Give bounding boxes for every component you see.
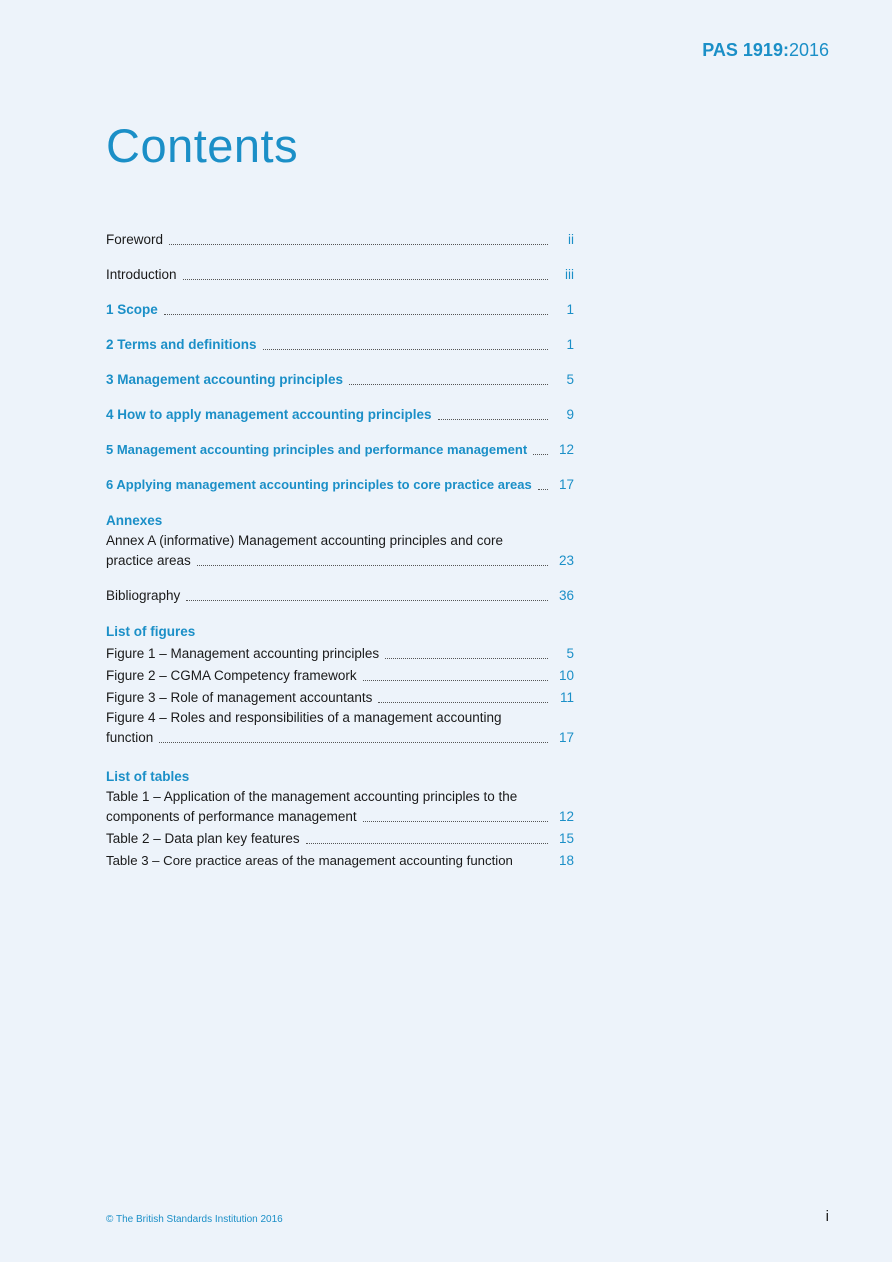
toc-entry-page: 23 (558, 553, 574, 568)
toc-entry-clause-6[interactable] (106, 474, 574, 496)
toc-entry-figure-1[interactable] (106, 643, 574, 665)
toc-entry-page: 36 (558, 588, 574, 603)
toc-entry-page: 17 (558, 730, 574, 745)
dot-leader (169, 244, 548, 245)
toc-entry-label: Bibliography (106, 588, 181, 603)
toc-entry-page: 5 (566, 372, 574, 387)
toc-entry-bibliography[interactable] (106, 585, 574, 607)
toc-entry-label-line2: function (106, 730, 154, 745)
dot-leader (263, 349, 548, 350)
toc-entry-page: 15 (558, 831, 574, 846)
toc-entry-label: 6 Applying management accounting principles to core practice areas (106, 477, 532, 492)
toc-entry-clause-5[interactable] (106, 439, 574, 461)
toc-entry-figure-3[interactable] (106, 687, 574, 709)
toc-entry-page: 11 (559, 690, 574, 705)
toc-entry-table-2[interactable] (106, 828, 574, 850)
dot-leader (197, 565, 548, 566)
dot-leader (385, 658, 548, 659)
dot-leader (378, 702, 548, 703)
toc-entry-label: Figure 3 – Role of management accountants (106, 690, 373, 705)
toc-entry-page: ii (568, 232, 574, 247)
toc-entry-label: Table 3 – Core practice areas of the management accounting function (106, 853, 513, 868)
toc-entry-label-line1: Figure 4 – Roles and responsibilities of a management accounting (106, 710, 502, 725)
dot-leader (306, 843, 548, 844)
toc-entry-label-line2: practice areas (106, 553, 191, 568)
dot-leader (438, 419, 548, 420)
copyright-notice: © The British Standards Institution 2016 (106, 1214, 283, 1225)
document-identifier (702, 40, 829, 61)
toc-entry-clause-2[interactable] (106, 334, 574, 356)
toc-entry-page: 12 (558, 442, 574, 457)
toc-entry-label: 4 How to apply management accounting principles (106, 407, 432, 422)
toc-entry-label: 5 Management accounting principles and performance management (106, 442, 528, 457)
toc-entry-label: Introduction (106, 267, 177, 282)
toc-entry-annex-a[interactable] (106, 532, 574, 572)
toc-entry-clause-4[interactable] (106, 404, 574, 426)
dot-leader (538, 489, 548, 490)
toc-entry-page: 9 (566, 407, 574, 422)
toc-entry-label: 2 Terms and definitions (106, 337, 257, 352)
page-number: i (825, 1208, 829, 1225)
dot-leader (349, 384, 548, 385)
toc-entry-page: 10 (558, 668, 574, 683)
toc-entry-page: 12 (558, 809, 574, 824)
toc-entry-label-line1: Annex A (informative) Management accounting principles and core (106, 533, 503, 548)
toc-entry-page: 1 (566, 337, 574, 352)
toc-entry-label: Figure 2 – CGMA Competency framework (106, 668, 357, 683)
toc-entry-clause-1[interactable] (106, 299, 574, 321)
toc-entry-table-3[interactable] (106, 850, 574, 872)
toc-entry-page: iii (565, 267, 574, 282)
toc-entry-page: 18 (558, 853, 574, 868)
doc-code: PAS 1919: (702, 40, 789, 60)
toc-entry-label: Table 2 – Data plan key features (106, 831, 300, 846)
toc-entry-clause-3[interactable] (106, 369, 574, 391)
page-title: Contents (106, 119, 299, 172)
toc-entry-table-1[interactable] (106, 788, 574, 828)
toc-entry-label: 1 Scope (106, 302, 158, 317)
dot-leader (363, 821, 548, 822)
toc-entry-page: 1 (566, 302, 574, 317)
dot-leader (159, 742, 548, 743)
toc-entry-label: 3 Management accounting principles (106, 372, 344, 387)
dot-leader (183, 279, 548, 280)
toc-entry-label: Foreword (106, 232, 164, 247)
annexes-heading: Annexes (106, 513, 163, 528)
dot-leader (533, 454, 548, 455)
dot-leader (186, 600, 548, 601)
toc-entry-figure-4[interactable] (106, 709, 574, 749)
toc-entry-page: 17 (558, 477, 574, 492)
toc-entry-label-line1: Table 1 – Application of the management accounting principles to the (106, 789, 518, 804)
table-of-contents (106, 229, 574, 872)
dot-leader (164, 314, 548, 315)
doc-year: 2016 (788, 40, 829, 60)
toc-entry-label: Figure 1 – Management accounting principles (106, 646, 380, 661)
toc-entry-page: 5 (566, 646, 574, 661)
toc-entry-label-line2: components of performance management (106, 809, 357, 824)
toc-entry-figure-2[interactable] (106, 665, 574, 687)
toc-entry-introduction[interactable] (106, 264, 574, 286)
tables-heading: List of tables (106, 769, 190, 784)
figures-heading: List of figures (106, 624, 196, 639)
dot-leader (363, 680, 548, 681)
toc-entry-foreword[interactable] (106, 229, 574, 251)
